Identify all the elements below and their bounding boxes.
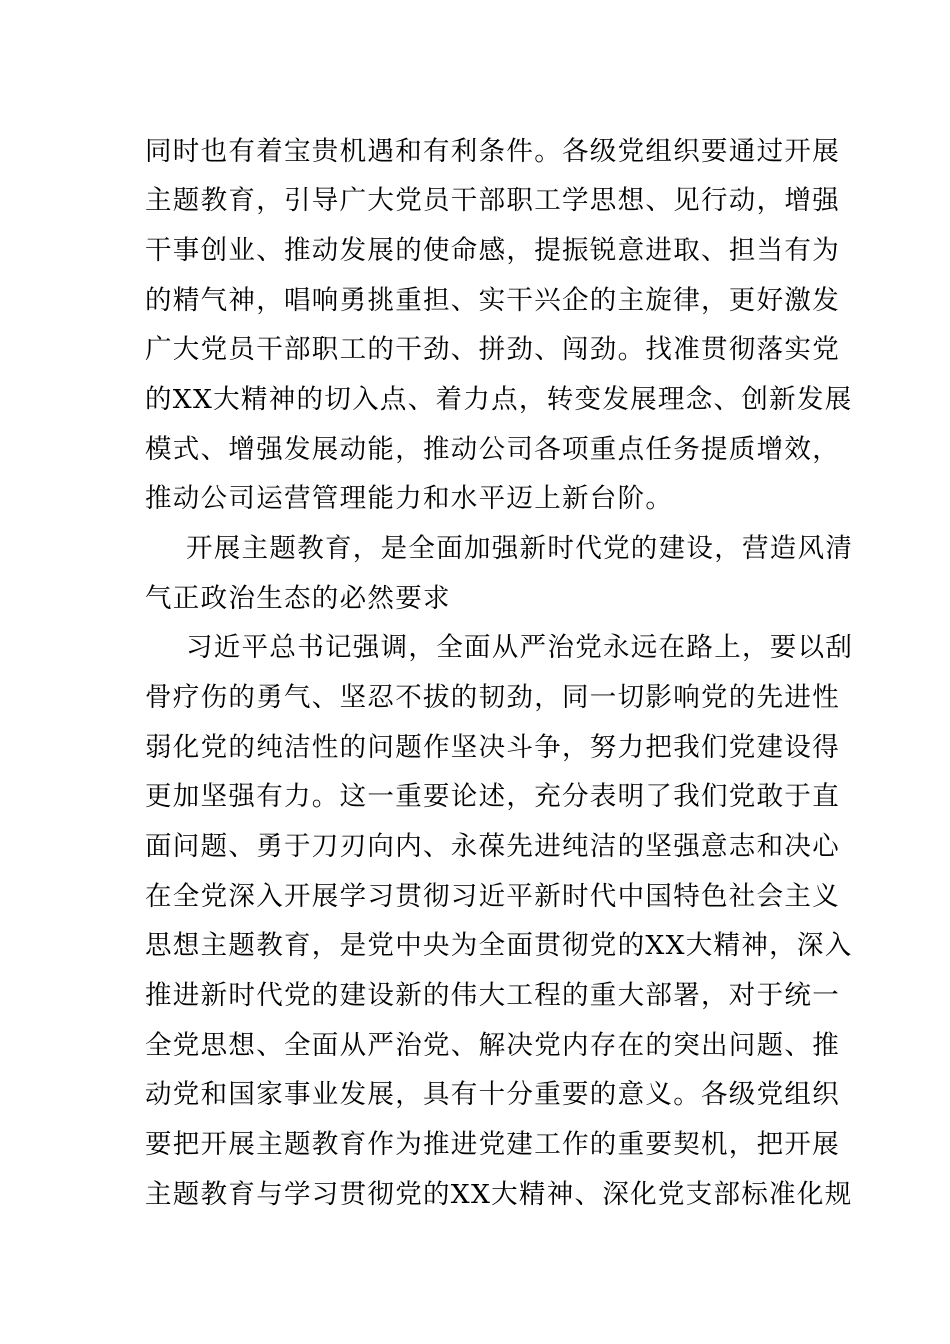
- text-line: 主题教育与学习贯彻党的XX大精神、深化党支部标准化规: [145, 1179, 853, 1210]
- text-line: 推动公司运营管理能力和水平迈上新台阶。: [145, 483, 674, 514]
- text-line: 弱化党的纯洁性的问题作坚决斗争，努力把我们党建设得: [145, 732, 840, 763]
- text-line: 的精气神，唱响勇挑重担、实干兴企的主旋律，更好激发: [145, 285, 840, 316]
- text-line: 主题教育，引导广大党员干部职工学思想、见行动，增强: [145, 185, 840, 216]
- text-line: 模式、增强发展动能，推动公司各项重点任务提质增效，: [145, 434, 840, 465]
- text-line: 要把开展主题教育作为推进党建工作的重要契机，把开展: [145, 1129, 840, 1160]
- text-line: 更加坚强有力。这一重要论述，充分表明了我们党敢于直: [145, 781, 840, 812]
- section-heading-line: 开展主题教育，是全面加强新时代党的建设，营造风清: [186, 533, 854, 564]
- text-line: 在全党深入开展学习贯彻习近平新时代中国特色社会主义: [145, 881, 840, 912]
- text-line: 广大党员干部职工的干劲、拼劲、闯劲。找准贯彻落实党: [145, 334, 840, 365]
- text-line: 习近平总书记强调，全面从严治党永远在路上，要以刮: [186, 632, 854, 663]
- text-line: 思想主题教育，是党中央为全面贯彻党的XX大精神，深入: [145, 930, 853, 961]
- text-line: 推进新时代党的建设新的伟大工程的重大部署，对于统一: [145, 980, 840, 1011]
- text-line: 干事创业、推动发展的使命感，提振锐意进取、担当有为: [145, 235, 840, 266]
- section-heading-line: 气正政治生态的必然要求: [145, 583, 451, 614]
- text-line: 面问题、勇于刀刃向内、永葆先进纯洁的坚强意志和决心: [145, 831, 840, 862]
- text-line: 骨疗伤的勇气、坚忍不拔的韧劲，同一切影响党的先进性: [145, 682, 840, 713]
- text-line: 全党思想、全面从严治党、解决党内存在的突出问题、推: [145, 1030, 840, 1061]
- text-line: 的XX大精神的切入点、着力点，转变发展理念、创新发展: [145, 384, 853, 415]
- text-line: 动党和国家事业发展，具有十分重要的意义。各级党组织: [145, 1079, 840, 1110]
- text-line: 同时也有着宝贵机遇和有利条件。各级党组织要通过开展: [145, 136, 840, 167]
